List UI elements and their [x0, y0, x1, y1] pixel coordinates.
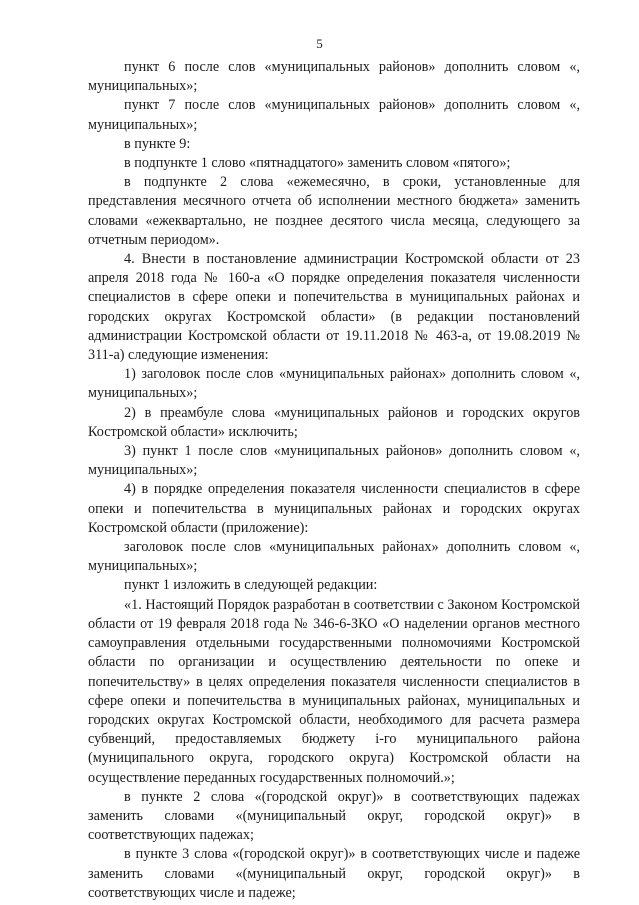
paragraph: 2) в преамбуле слова «муниципальных районов и городских округов Костромской области» исключить; [88, 404, 580, 440]
paragraph: 4) в порядке определения показателя численности специалистов в сфере опеки и попечительства в муниципальных районах и городских округах Костромской области (приложение): [88, 481, 580, 536]
paragraph: 1) заголовок после слов «муниципальных районах» дополнить словом «, муниципальных»; [88, 366, 580, 402]
paragraph: в пункте 3 слова «(городской округ)» в соответствующих числе и падеже заменить словами «(муниципальный округ, городской округ)» в соответствующих числе и падеже; [88, 846, 580, 901]
paragraph: 3) пункт 1 после слов «муниципальных районов» дополнить словом «, муниципальных»; [88, 443, 580, 479]
paragraph: заголовок после слов «муниципальных районах» дополнить словом «, муниципальных»; [88, 539, 580, 575]
paragraph: в подпункте 1 слово «пятнадцатого» заменить словом «пятого»; [124, 155, 511, 172]
document-body [88, 58, 580, 903]
paragraph: в подпункте 2 слова «ежемесячно, в сроки, установленные для представления месячного отчета об исполнении местного бюджета» заменить словами «ежеквартально, не позднее десятого числа месяца, следующего за отчетным периодом». [88, 174, 580, 248]
paragraph: пункт 6 после слов «муниципальных районов» дополнить словом «, муниципальных»; [88, 59, 580, 95]
paragraph: в пункте 9: [124, 135, 191, 152]
page-number: 5 [316, 36, 323, 51]
paragraph: пункт 1 изложить в следующей редакции: [124, 577, 378, 594]
paragraph: в пункте 2 слова «(городской округ)» в соответствующих падежах заменить словами «(муниципальный округ, городской округ)» в соответствующих падежах; [88, 788, 580, 844]
paragraph: «1. Настоящий Порядок разработан в соответствии с Законом Костромской области от 19 февраля 2018 года № 346-6-ЗКО «О наделении органов местного самоуправления отдельными государственными полномочиями Костромской области по организации и осуществлению деятельности по опеке и попечительству» в целях определения показателя численности специалистов в сфере опеки и попечительства в муниципальных районах, муниципальных и городских округах Костромской области, необходимого для расчета размера субвенций, предоставляемых бюджету i-го муниципального района (муниципального округа, городского округа) Костромской области на осуществление переданных государственных полномочий.»; [88, 596, 580, 786]
paragraph: 4. Внести в постановление администрации Костромской области от 23 апреля 2018 года № 160-а «О порядке определения показателя численности специалистов в сфере опеки и попечительства в муниципальных районах и городских округах Костромской области» (в редакции постановлений администрации Костромской области от 19.11.2018 № 463-а, от 19.08.2019 № 311-а) следующие изменения: [88, 251, 580, 364]
paragraph: пункт 7 после слов «муниципальных районов» дополнить словом «, муниципальных»; [88, 97, 580, 133]
